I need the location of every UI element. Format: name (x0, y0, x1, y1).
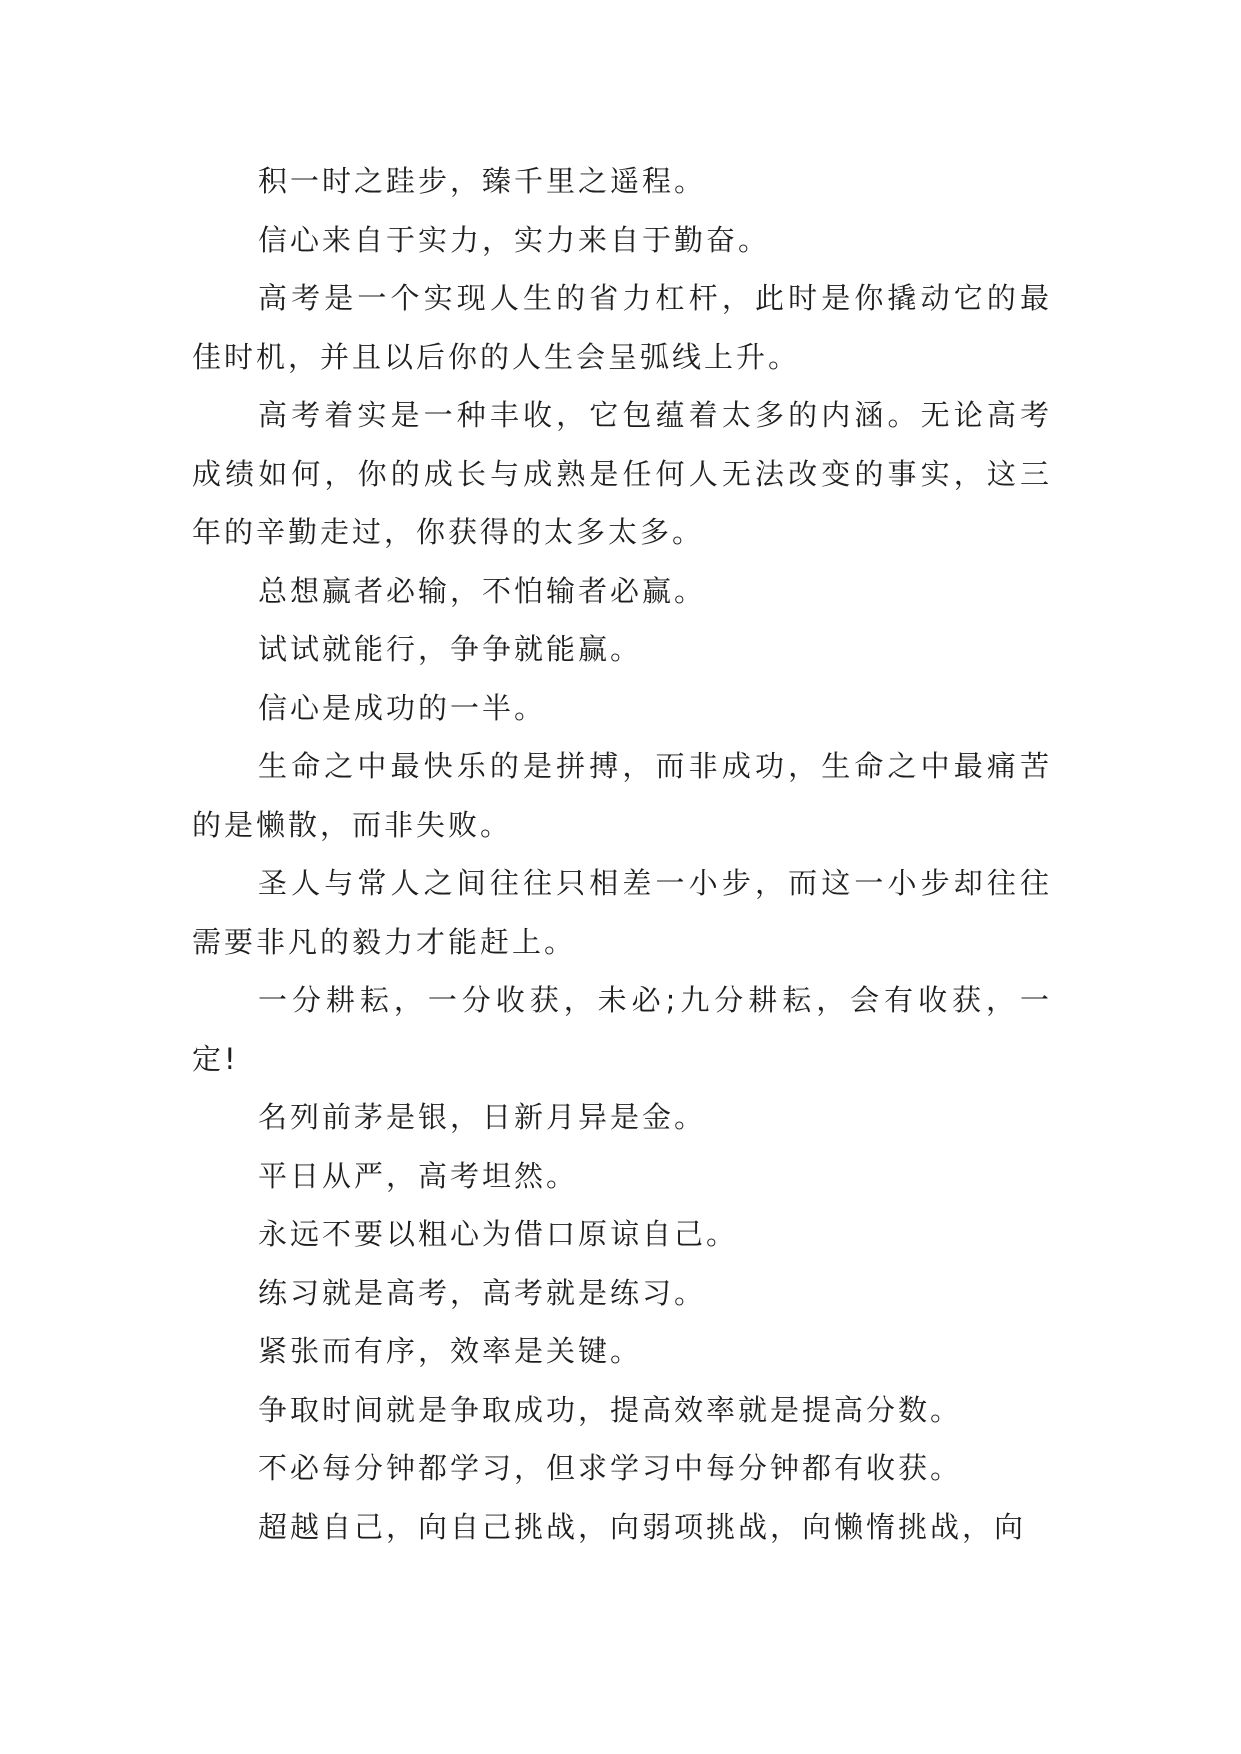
paragraph: 超越自己，向自己挑战，向弱项挑战，向懒惰挑战，向 (258, 1509, 1027, 1544)
paragraph: 不必每分钟都学习，但求学习中每分钟都有收获。 (258, 1451, 963, 1485)
paragraph: 总想赢者必输，不怕输者必赢。 (258, 573, 707, 608)
paragraph: 名列前茅是银，日新月异是金。 (258, 1100, 707, 1134)
paragraph: 练习就是高考，高考就是练习。 (258, 1275, 707, 1310)
paragraph: 永远不要以粗心为借口原谅自己。 (258, 1217, 739, 1251)
paragraph: 积一时之跬步，臻千里之遥程。 (258, 164, 707, 198)
paragraph: 高考着实是一种丰收，它包蕴着太多的内涵。无论高考成绩如何，你的成长与成熟是任何人无法改变的事实，这三年的辛勤走过，你获得的太多太多。 (192, 398, 1052, 549)
paragraph: 圣人与常人之间往往只相差一小步，而这一小步却往往需要非凡的毅力才能赶上。 (192, 866, 1052, 959)
paragraph: 试试就能行，争争就能赢。 (258, 632, 643, 666)
paragraph: 争取时间就是争取成功，提高效率就是提高分数。 (258, 1392, 963, 1427)
paragraph: 生命之中最快乐的是拼搏，而非成功，生命之中最痛苦的是懒散，而非失败。 (192, 749, 1052, 842)
paragraph: 平日从严，高考坦然。 (258, 1158, 579, 1193)
paragraph: 高考是一个实现人生的省力杠杆，此时是你撬动它的最佳时机，并且以后你的人生会呈弧线上升。 (192, 281, 1052, 374)
document-body (192, 152, 1052, 1556)
paragraph: 信心来自于实力，实力来自于勤奋。 (258, 222, 771, 257)
paragraph: 信心是成功的一半。 (258, 690, 547, 725)
paragraph: 紧张而有序，效率是关键。 (258, 1334, 643, 1368)
paragraph: 一分耕耘，一分收获，未必;九分耕耘，会有收获，一定! (192, 983, 1052, 1076)
